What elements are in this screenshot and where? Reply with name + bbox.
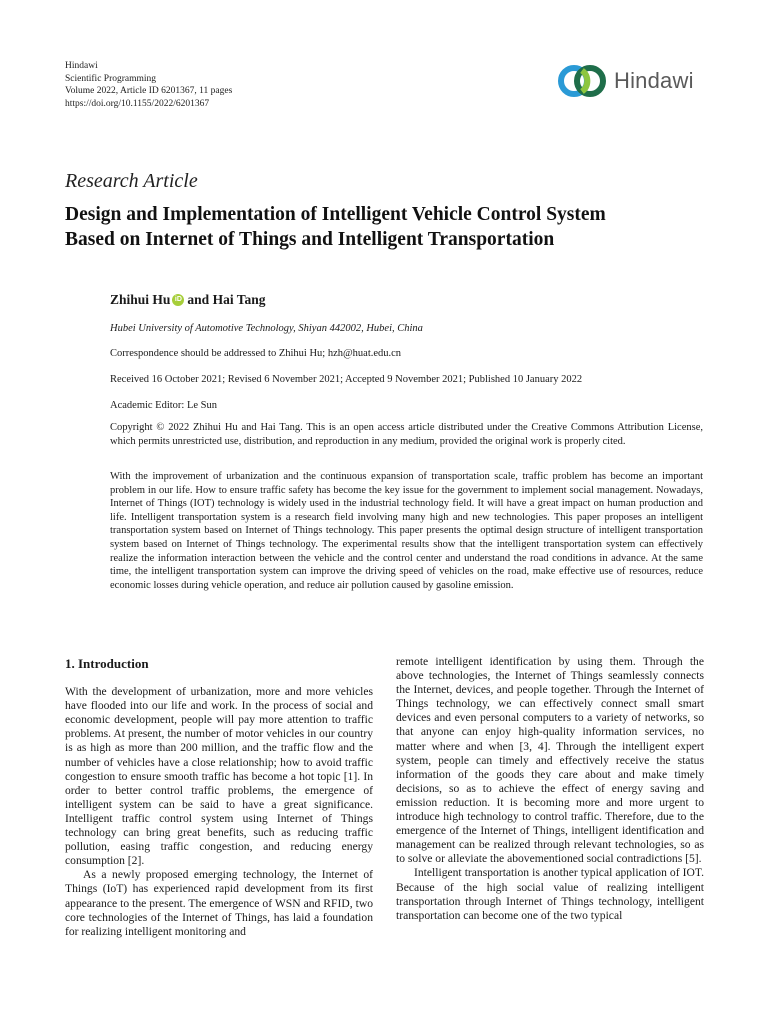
orcid-icon[interactable]: iD: [172, 294, 184, 306]
body-paragraph: remote intelligent identification by using them. Through the above technologies, the Internet of Things seamlessly connects the Internet, devices, and people together. Through the Internet of Things technology, we can effectively connect small smart devices and even personal computers to a variety of networks, so that anyone can enjoy high-quality information services, no matter where and when [3, 4]. Through the intelligent expert system, people can timely and effectively receive the status information of the goods they care about and make timely decisions, so as to achieve the effect of energy saving and emission reduction. It is becoming more and more urgent to introduce high technology to control traffic. Therefore, due to the emergence of the Internet of Things, intelligent identification and management can be realized through relevant technologies, so as to solve or alleviate the abovementioned social contradictions [5].: [396, 655, 704, 866]
hindawi-logo-icon: [557, 63, 609, 99]
title-line: Design and Implementation of Intelligent Vehicle Control System: [65, 204, 606, 225]
article-type: Research Article: [65, 170, 198, 192]
publisher-name: Hindawi: [65, 61, 98, 71]
author-list: [110, 292, 265, 308]
body-paragraph: As a newly proposed emerging technology, the Internet of Things (IoT) has experienced rapid development from its first appearance to the present. The emergence of WSN and RFID, two core technologies of the Internet of Things, has laid a foundation for realizing intelligent monitoring and: [65, 868, 373, 938]
academic-editor: Academic Editor: Le Sun: [110, 400, 218, 411]
correspondence: Correspondence should be addressed to Zhihui Hu; hzh@huat.edu.cn: [110, 348, 402, 359]
body-paragraph: Intelligent transportation is another typical application of IOT. Because of the high social value of realizing intelligent transportation through Internet of Things technology, intelligent transportation can become one of the two typical: [396, 866, 704, 922]
article-title: [65, 202, 725, 252]
journal-meta: [65, 60, 232, 110]
abstract: With the improvement of urbanization and the continuous expansion of transportation scale, traffic problem has become an important problem in our life. How to ensure traffic safety has become the key issue for the government to implement social management. Nowadays, Internet of Things (IOT) technology is widely used in the industrial technology field. It will have a great impact on human production and life. Intelligent transportation system is a research field involving many high and new technologies. This paper proposes an intelligent transportation system based on Internet of Things technology. This paper presents the optimal design structure of intelligent transportation system based on Internet of Things technology. The experimental results show that the intelligent transportation system can effectively realize the information interaction between the vehicle and the control center and understand the road conditions in advance. At the same time, the intelligent transportation system can improve the driving speed of vehicles on the road, make effective use of resources, reduce economic losses during vehicle operation, and reduce air pollution caused by gasoline emission.: [110, 471, 703, 591]
journal-name: Scientific Programming: [65, 73, 157, 84]
right-column: [396, 655, 704, 923]
author-name[interactable]: Zhihui Hu: [110, 292, 171, 307]
publication-dates: Received 16 October 2021; Revised 6 November 2021; Accepted 9 November 2021; Published 10 January 2022: [110, 374, 583, 385]
hindawi-logo-text: Hindawi: [614, 68, 694, 93]
copyright-notice: Copyright © 2022 Zhihui Hu and Hai Tang. This is an open access article distributed under the Creative Commons Attribution License, which permits unrestricted use, distribution, and reproduction in any medium, provided the original work is properly cited.: [110, 422, 703, 447]
hindawi-logo: [557, 63, 694, 99]
left-column: [65, 655, 373, 939]
affiliation: Hubei University of Automotive Technology, Shiyan 442002, Hubei, China: [110, 323, 423, 334]
author-name[interactable]: and Hai Tang: [187, 292, 266, 307]
doi-link[interactable]: https://doi.org/10.1155/2022/6201367: [65, 98, 210, 109]
title-line: Based on Internet of Things and Intelligent Transportation: [65, 229, 555, 250]
section-heading: 1. Introduction: [65, 656, 149, 671]
body-paragraph: With the development of urbanization, more and more vehicles have flooded into our life and work. In the process of social and economic development, people will pay more attention to traffic problems. At present, the number of motor vehicles in our country is as high as more than 200 million, and the traffic flow and the number of vehicles have a close relationship; how to avoid traffic congestion to ensure smooth traffic has become a hot topic [1]. In order to better control traffic problems, the emergence of intelligent system can be said to have a great significance. Intelligent traffic control system using Internet of Things technology can bring great benefits, such as reducing traffic pollution, easing traffic congestion, and reducing energy consumption [2].: [65, 685, 373, 868]
volume-info: Volume 2022, Article ID 6201367, 11 pages: [65, 86, 233, 96]
